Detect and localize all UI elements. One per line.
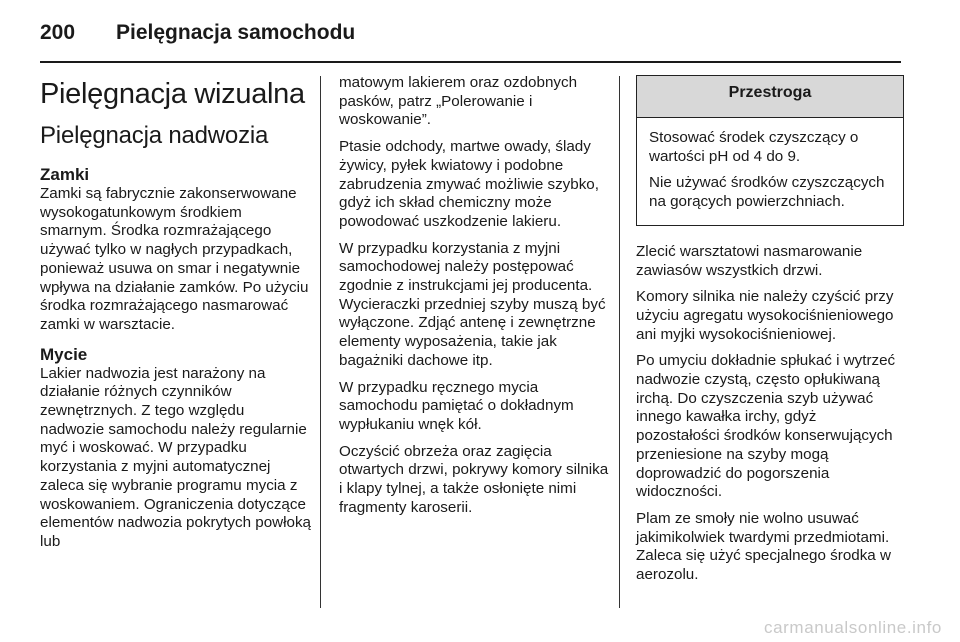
watermark: carmanualsonline.info xyxy=(764,618,942,637)
paragraph: Ptasie odchody, martwe owady, ślady żywicy, pyłek kwiatowy i podobne zabrudzenia zmywać możliwie szybko, gdyż ich skład chemiczny może powodować uszkodzenie lakieru. xyxy=(339,138,599,230)
chapter-title: Pielęgnacja samochodu xyxy=(116,21,356,44)
warning-text: Nie używać środków czyszczących na gorących powierzchniach. xyxy=(649,174,885,211)
warning-title: Przestroga xyxy=(637,76,903,118)
warning-text: Stosować środek czyszczący o wartości pH od 4 do 9. xyxy=(649,129,859,165)
zamki-paragraph: Zamki są fabrycznie zakonserwowane wysokogatunkowym środkiem smarnym. Środka rozmrażającego używać tylko w nagłych przypadkach, ponieważ usuwa on smar i negatywnie wpływa na działanie zamków. Po użyciu środka rozmrażającego nasmarować zamki w warsztacie. xyxy=(40,185,309,333)
column-divider-2 xyxy=(619,76,620,608)
paragraph: Po umyciu dokładnie spłukać i wytrzeć nadwozie czystą, często opłukiwaną irchą. Do czyszczenia szyb używać innego kawałka irchy, gdyż pozostałości środków konserwujących przeniesione na szyby mogą doprowadzić do pogorszenia widoczności. xyxy=(636,352,896,501)
subsection-heading: Pielęgnacja nadwozia xyxy=(40,122,269,149)
paragraph: W przypadku ręcznego mycia samochodu pamiętać o dokładnym wypłukaniu wnęk kół. xyxy=(339,378,574,433)
header-rule xyxy=(40,61,901,63)
column-right xyxy=(636,74,904,593)
column-middle xyxy=(339,74,611,525)
page-number: 200 xyxy=(40,21,76,44)
paragraph: W przypadku korzystania z myjni samochodowej należy postępować zgodnie z instrukcjami jej producenta. Wycieraczki przedniej szyby muszą być wyłączone. Zdjąć antenę i zewnętrzne elementy wyposażenia, takie jak bagażniki dachowe itp. xyxy=(339,239,606,369)
column-left xyxy=(40,74,312,560)
mycie-heading: Mycie xyxy=(40,344,88,364)
column-divider-1 xyxy=(320,76,321,608)
paragraph: Plam ze smoły nie wolno usuwać jakimikolwiek twardymi przedmiotami. Zaleca się użyć specjalnego środka w aerozolu. xyxy=(636,509,891,584)
paragraph: Komory silnika nie należy czyścić przy użyciu agregatu wysokociśnieniowego ani myjki wysokociśnieniowej. xyxy=(636,288,894,343)
paragraph: Oczyścić obrzeża oraz zagięcia otwartych drzwi, pokrywy komory silnika i klapy tylnej, a także osłonięte nimi fragmenty karoserii. xyxy=(339,442,609,516)
paragraph: Zlecić warsztatowi nasmarowanie zawiasów wszystkich drzwi. xyxy=(636,242,863,279)
section-heading: Pielęgnacja wizualna xyxy=(40,78,305,110)
mycie-paragraph: Lakier nadwozia jest narażony na działanie różnych czynników zewnętrznych. Z tego względu nadwozie samochodu należy regularnie myć i woskować. W przypadku korzystania z myjni automatycznej zaleca się wybranie programu mycia z woskowaniem. Ograniczenia dotyczące elementów nadwozia pokrytych powłoką lub xyxy=(40,364,311,550)
warning-body xyxy=(637,118,903,225)
zamki-heading: Zamki xyxy=(40,165,90,184)
paragraph: matowym lakierem oraz ozdobnych pasków, patrz „Polerowanie i woskowanie”. xyxy=(339,74,578,129)
warning-box xyxy=(636,75,904,226)
